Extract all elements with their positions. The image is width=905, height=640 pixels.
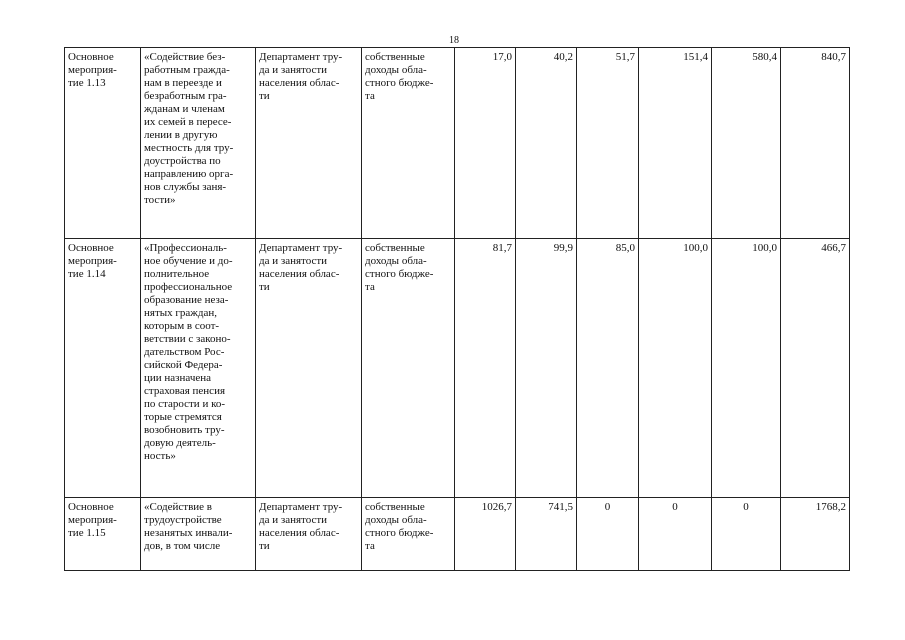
value-cell: 580,4 <box>712 48 781 239</box>
value-cell: 100,0 <box>712 239 781 498</box>
value-cell: 0 <box>639 498 712 571</box>
page-number: 18 <box>449 35 459 46</box>
value-cell: 40,2 <box>516 48 577 239</box>
value-cell: 99,9 <box>516 239 577 498</box>
executor-cell: Департамент тру- да и занятости населения облас- ти <box>256 48 362 239</box>
event-name-cell: «Содействие в трудоустройстве незанятых инвали- дов, в том числе <box>141 498 256 571</box>
value-cell: 0 <box>712 498 781 571</box>
total-cell: 840,7 <box>781 48 850 239</box>
value-cell: 741,5 <box>516 498 577 571</box>
value-cell: 0 <box>577 498 639 571</box>
executor-cell: Департамент тру- да и занятости населения облас- ти <box>256 239 362 498</box>
funding-source-cell: собственные доходы обла- стного бюдже- та <box>362 498 455 571</box>
table-row <box>65 239 850 498</box>
table-row <box>65 48 850 239</box>
value-cell: 100,0 <box>639 239 712 498</box>
table-row <box>65 498 850 571</box>
value-cell: 1026,7 <box>455 498 516 571</box>
budget-table <box>64 47 850 571</box>
funding-source-cell: собственные доходы обла- стного бюдже- та <box>362 239 455 498</box>
value-cell: 85,0 <box>577 239 639 498</box>
value-cell: 17,0 <box>455 48 516 239</box>
executor-cell: Департамент тру- да и занятости населения облас- ти <box>256 498 362 571</box>
event-name-cell: «Содействие без- работным гражда- нам в переезде и безработным гра- жданам и членам их семей в пересе- лении в другую местность для тру- доустройства по направлению орга- нов службы заня- тости» <box>141 48 256 239</box>
event-name-cell: «Профессиональ- ное обучение и до- полнительное профессиональное образование неза- нятых граждан, которым в соот- ветствии с законо- дательством Рос- сийской Федера- ции назначена страховая пенсия по старости и ко- торые стремятся возобновить тру- довую деятель- ность» <box>141 239 256 498</box>
value-cell: 51,7 <box>577 48 639 239</box>
total-cell: 466,7 <box>781 239 850 498</box>
event-cell: Основное мероприя- тие 1.13 <box>65 48 141 239</box>
event-cell: Основное мероприя- тие 1.15 <box>65 498 141 571</box>
total-cell: 1768,2 <box>781 498 850 571</box>
event-cell: Основное мероприя- тие 1.14 <box>65 239 141 498</box>
value-cell: 151,4 <box>639 48 712 239</box>
funding-source-cell: собственные доходы обла- стного бюдже- та <box>362 48 455 239</box>
value-cell: 81,7 <box>455 239 516 498</box>
